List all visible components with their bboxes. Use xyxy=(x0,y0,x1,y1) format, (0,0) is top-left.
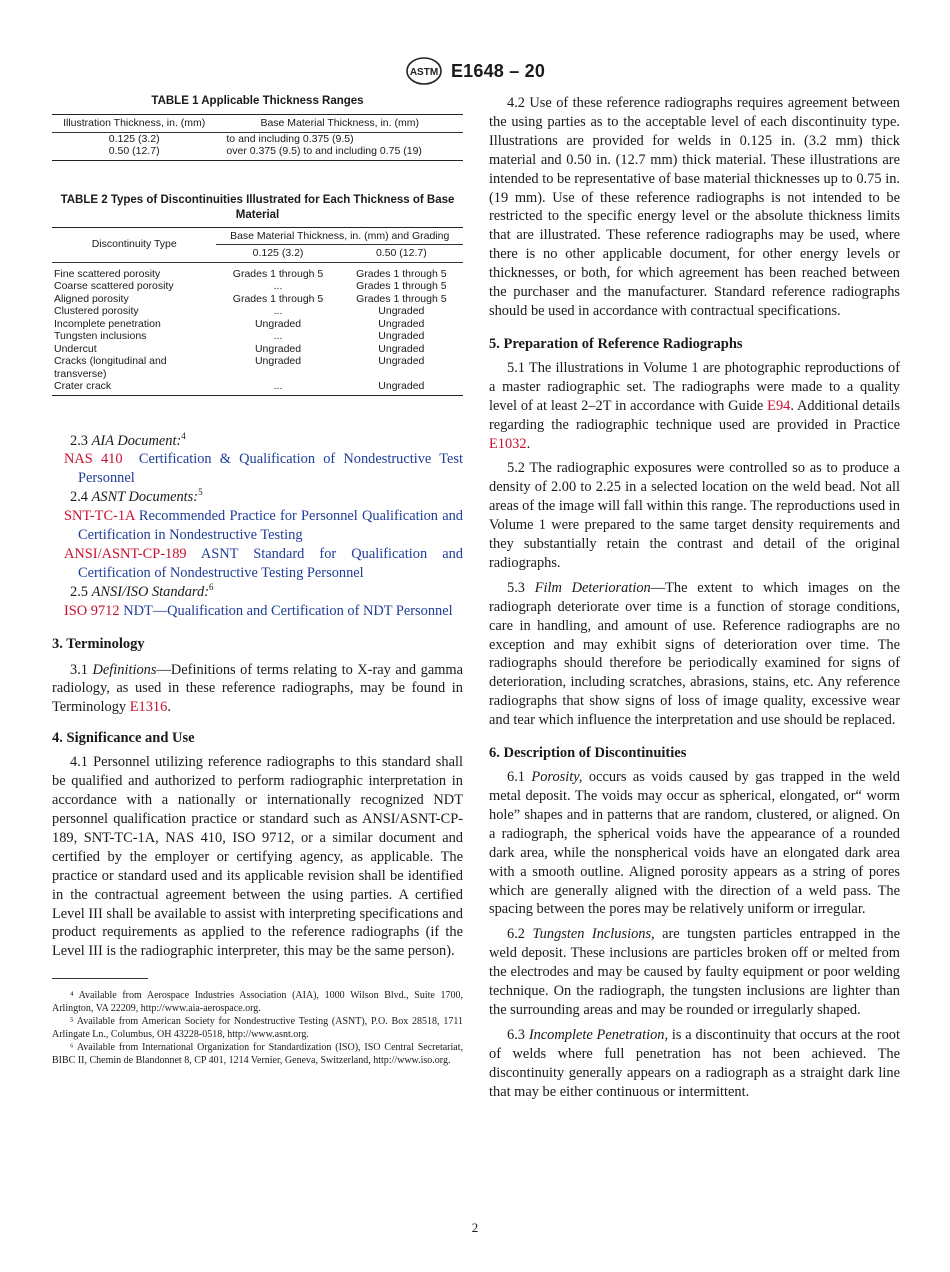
footnotes xyxy=(52,989,463,1067)
table2-header-group: Base Material Thickness, in. (mm) and Grading xyxy=(216,227,463,245)
document-id: E1648 – 20 xyxy=(450,60,546,81)
table1 xyxy=(52,114,463,161)
paragraph-6-2 xyxy=(489,925,900,1020)
table-cell: Ungraded xyxy=(378,330,425,342)
section-4-heading: 4. Significance and Use xyxy=(52,730,195,747)
table1-header-illustration: Illustration Thickness, in. (mm) xyxy=(63,117,206,129)
e1032-link[interactable]: E1032 xyxy=(489,435,527,452)
footnote-ref[interactable]: 4 xyxy=(181,430,186,441)
ref-title-link[interactable]: Recommended Practice for Personnel Qualification and Certification in Nondestructive Testing xyxy=(78,508,463,544)
table-cell: Clustered porosity xyxy=(54,305,139,317)
punctuation: . xyxy=(526,435,531,452)
section-number: 2.5 xyxy=(70,583,88,600)
section-number: 2.3 xyxy=(70,432,88,449)
section-number: 3.1 xyxy=(70,661,88,678)
ref-code-link[interactable]: ISO 9712 xyxy=(64,602,120,619)
section-number: 6.2 xyxy=(507,926,525,943)
right-column xyxy=(489,94,900,1102)
ref-iso9712 xyxy=(52,602,463,621)
term: Incomplete Penetration, xyxy=(528,1026,669,1043)
section-3-heading: 3. Terminology xyxy=(52,635,145,652)
table1-caption: TABLE 1 Applicable Thickness Ranges xyxy=(151,95,364,107)
table-cell: Grades 1 through 5 xyxy=(232,292,324,305)
paragraph-text: 5.1 The illustrations in Volume 1 are photographic reproductions of a master radiographic set. The radiographs were made to a quality level of at least 2–2T in accordance with Guide xyxy=(489,359,900,414)
section-5-heading: 5. Preparation of Reference Radiographs xyxy=(489,335,743,352)
table-cell: ... xyxy=(273,305,283,317)
table-cell: ... xyxy=(273,330,283,342)
table-cell: Grades 1 through 5 xyxy=(232,267,324,280)
table-cell: to and including 0.375 (9.5) xyxy=(226,132,354,145)
table-row xyxy=(52,262,463,280)
table-cell: ... xyxy=(273,380,283,392)
table-cell: Aligned porosity xyxy=(54,292,129,305)
ref-code-link[interactable]: ANSI/ASNT-CP-189 xyxy=(64,545,187,562)
ref-title-link[interactable]: Certification & Qualification of Nondestructive Test Personnel xyxy=(78,451,463,487)
table2-header-thick: 0.50 (12.7) xyxy=(375,247,427,259)
table-cell: over 0.375 (9.5) to and including 0.75 (19) xyxy=(226,145,422,157)
table-cell: 0.125 (3.2) xyxy=(108,132,160,145)
table-cell: Undercut xyxy=(54,342,97,355)
table-cell: Ungraded xyxy=(378,342,425,355)
astm-logo-icon xyxy=(405,56,443,86)
paragraph-text: —The extent to which images on the radiograph deteriorate over time is a function of storage conditions, care in handling, and amount of use. Reference radiographs are no exception and may exhibit signs of deterioration over time. The radiographs should therefore be periodically examined for signs of deterioration, including scratches, abrasions, stains, etc. Any reference radiographs that show signs of loss of image quality, excessive wear and tear which influence the interpretation and use should be replaced. xyxy=(489,579,901,729)
paragraph-3-1 xyxy=(52,661,463,718)
table-cell: Grades 1 through 5 xyxy=(356,292,447,305)
table-cell: Ungraded xyxy=(378,317,425,330)
table-row xyxy=(52,318,463,331)
term: Definitions xyxy=(92,661,157,678)
section-6-heading: 6. Description of Discontinuities xyxy=(489,745,687,762)
section-number: 5.3 xyxy=(507,579,525,596)
svg-text:ASTM: ASTM xyxy=(409,67,439,78)
table-cell: Grades 1 through 5 xyxy=(356,280,447,292)
table-cell: 0.50 (12.7) xyxy=(108,145,160,157)
paragraph-5-3 xyxy=(489,579,900,730)
table2-caption: TABLE 2 Types of Discontinuities Illustrated for Each Thickness of Base Material xyxy=(60,193,455,221)
table-row xyxy=(52,145,463,160)
paragraph-6-1 xyxy=(489,768,900,919)
table-cell: Fine scattered porosity xyxy=(54,267,161,280)
table-cell: Ungraded xyxy=(378,305,425,317)
table-row xyxy=(52,330,463,343)
section-2-3 xyxy=(52,432,463,451)
ref-title-link[interactable]: ASNT Standard for Qualification and Certification of Nondestructive Testing Personnel xyxy=(78,545,463,581)
table-cell: Coarse scattered porosity xyxy=(54,280,174,292)
referenced-documents xyxy=(52,432,463,621)
paragraph-text: —Definitions of terms relating to X-ray and gamma radiology, as used in these reference radiographs, may be found in Terminology xyxy=(52,661,463,716)
page-header xyxy=(0,56,950,86)
e94-link[interactable]: E94 xyxy=(767,397,791,414)
ref-code-link[interactable]: SNT-TC-1A xyxy=(64,508,135,525)
paragraph-text: occurs as voids caused by gas trapped in the weld metal deposit. The voids may occur as spherical, elongated, or“ worm hole” shapes and in patterns that are random, clustered, or aligned. On a radiograph, the spherical voids have the appearance of a rounded dark area, while the nonspherical voids have an elongated dark area with a smooth outline. Aligned porosity appears as a string of pores which are generally aligned with the direction of a weld pass. The spacing between the pores may be relatively uniform or irregular. xyxy=(489,769,900,918)
table1-header-base: Base Material Thickness, in. (mm) xyxy=(260,117,419,129)
table-cell: Ungraded xyxy=(254,342,302,355)
punctuation: . xyxy=(167,699,171,716)
paragraph-6-3 xyxy=(489,1026,900,1102)
table-row xyxy=(52,293,463,306)
footnote-divider xyxy=(52,978,148,979)
section-title: AIA Document: xyxy=(91,432,182,449)
table-cell: Ungraded xyxy=(254,355,302,367)
table-cell: Ungraded xyxy=(378,380,425,392)
paragraph-text: . Additional details regarding the radiographic technique used are provided in Practice xyxy=(489,397,900,433)
table-cell: ... xyxy=(273,280,283,292)
table-row xyxy=(52,380,463,395)
section-2-5 xyxy=(52,583,463,602)
left-column xyxy=(52,94,463,1067)
term: Tungsten Inclusions, xyxy=(532,926,655,943)
section-title: ANSI/ISO Standard: xyxy=(91,583,209,600)
table-cell: Crater crack xyxy=(54,380,112,392)
footnote-ref[interactable]: 6 xyxy=(209,581,214,592)
ref-title-link[interactable]: NDT—Qualification and Certification of NDT Personnel xyxy=(123,602,453,619)
table2 xyxy=(52,227,463,396)
table-cell: Tungsten inclusions xyxy=(54,330,147,342)
footnote-6: ⁶ Available from International Organization for Standardization (ISO), ISO Central Secretariat, BIBC II, Chemin de Blandonnet 8, CP 401, 1214 Vernier, Geneva, Switzerland, http://www.iso.org. xyxy=(52,1042,463,1067)
term: Film Deterioration xyxy=(534,579,651,596)
section-title: ASNT Documents: xyxy=(91,489,199,506)
page-number: 2 xyxy=(471,1220,479,1235)
ref-snt-tc-1a xyxy=(52,507,463,545)
term: Porosity, xyxy=(531,769,583,786)
table-cell: Ungraded xyxy=(378,355,425,367)
table-row xyxy=(52,305,463,318)
ref-ansi-asnt xyxy=(52,545,463,583)
footnote-ref[interactable]: 5 xyxy=(198,487,203,498)
paragraph-4-1: 4.1 Personnel utilizing reference radiographs to this standard shall be qualified and authorized to perform radiographic interpretation in accordance with a nationally or internationally recognized NDT personnel qualification practice or standard such as ANSI/ASNT-CP-189, SNT-TC-1A, NAS 410, ISO 9712, or a similar document and certified by the employer or certifying agency, as applicable. The practice or standard used and its applicable revision shall be identified in the contractual agreement between the using parties. A certified Level III shall be available to assist with interpreting specifications and product requirements as applied to the reference radiographs (if the Level III is the radiographic interpreter, this may be the same person). xyxy=(52,754,463,960)
table-cell: Ungraded xyxy=(254,317,302,330)
section-number: 6.1 xyxy=(507,769,525,786)
paragraph-5-2: 5.2 The radiographic exposures were controlled so as to produce a density of 2.00 to 2.25 in a selected location on the weld bead. Not all areas of the image will fall within this range. The reproductions used in Volume 1 were prepared to the same target density requirements and they substantially retain the contrast and detail of the original radiographs. xyxy=(489,460,900,571)
table2-header-thin: 0.125 (3.2) xyxy=(252,247,304,259)
section-number: 2.4 xyxy=(70,489,88,506)
table-cell: Grades 1 through 5 xyxy=(356,267,447,280)
section-number: 6.3 xyxy=(507,1026,525,1043)
paragraph-text: is a discontinuity that occurs at the root of welds where full penetration has not been achieved. The discontinuity generally appears on a radiograph as a straight dark line that may be either continuous or intermittent. xyxy=(489,1026,900,1100)
ref-code-link[interactable]: NAS 410 xyxy=(64,451,123,468)
footnote-5: ⁵ Available from American Society for Nondestructive Testing (ASNT), P.O. Box 28518, 1711 Arlingate Ln., Columbus, OH 43228-0518, http://www.asnt.org. xyxy=(52,1016,463,1041)
table2-header-type: Discontinuity Type xyxy=(52,227,216,262)
section-2-4 xyxy=(52,488,463,507)
table-row xyxy=(52,280,463,293)
paragraph-4-2: 4.2 Use of these reference radiographs requires agreement between the using parties as to the acceptable level of each discontinuity type. Illustrations are provided for welds in 0.125 in. (3.2 mm) thick material and 0.50 in. (12.7 mm) thick material. These illustrations are intended to be representative of base material thicknesses up to 0.75 in. (19 mm). Use of these reference radiographs is not intended to be restricted to the specific energy level or the absolute thickness limits that are illustrated. These reference radiographs may be used, where there is no other applicable document, for other energy levels or thicknesses, or both, for which agreement has been reached between the purchaser and the manufacturer. Standard reference radiographs should be used in accordance with contractual specifications. xyxy=(489,95,900,319)
table-row xyxy=(52,355,463,380)
table-cell: Incomplete penetration xyxy=(54,317,161,330)
table-cell: Cracks (longitudinal and transverse) xyxy=(54,355,167,380)
ref-nas410 xyxy=(52,450,463,488)
e1316-link[interactable]: E1316 xyxy=(129,699,168,716)
footnote-4: ⁴ Available from Aerospace Industries Association (AIA), 1000 Wilson Blvd., Suite 1700, Arlington, VA 22209, http://www.aia-aerospace.org. xyxy=(52,990,463,1015)
paragraph-5-1 xyxy=(489,359,900,454)
paragraph-text: are tungsten particles entrapped in the weld deposit. These inclusions are particles broken off or melted from the electrodes and may be caused by faulty equipment or poor welding technique. On the radiograph, the tungsten inclusions are lighter than the surrounding areas and may be rounded or irregularly shaped. xyxy=(489,926,900,1018)
table-row xyxy=(52,132,463,145)
table-row xyxy=(52,343,463,356)
